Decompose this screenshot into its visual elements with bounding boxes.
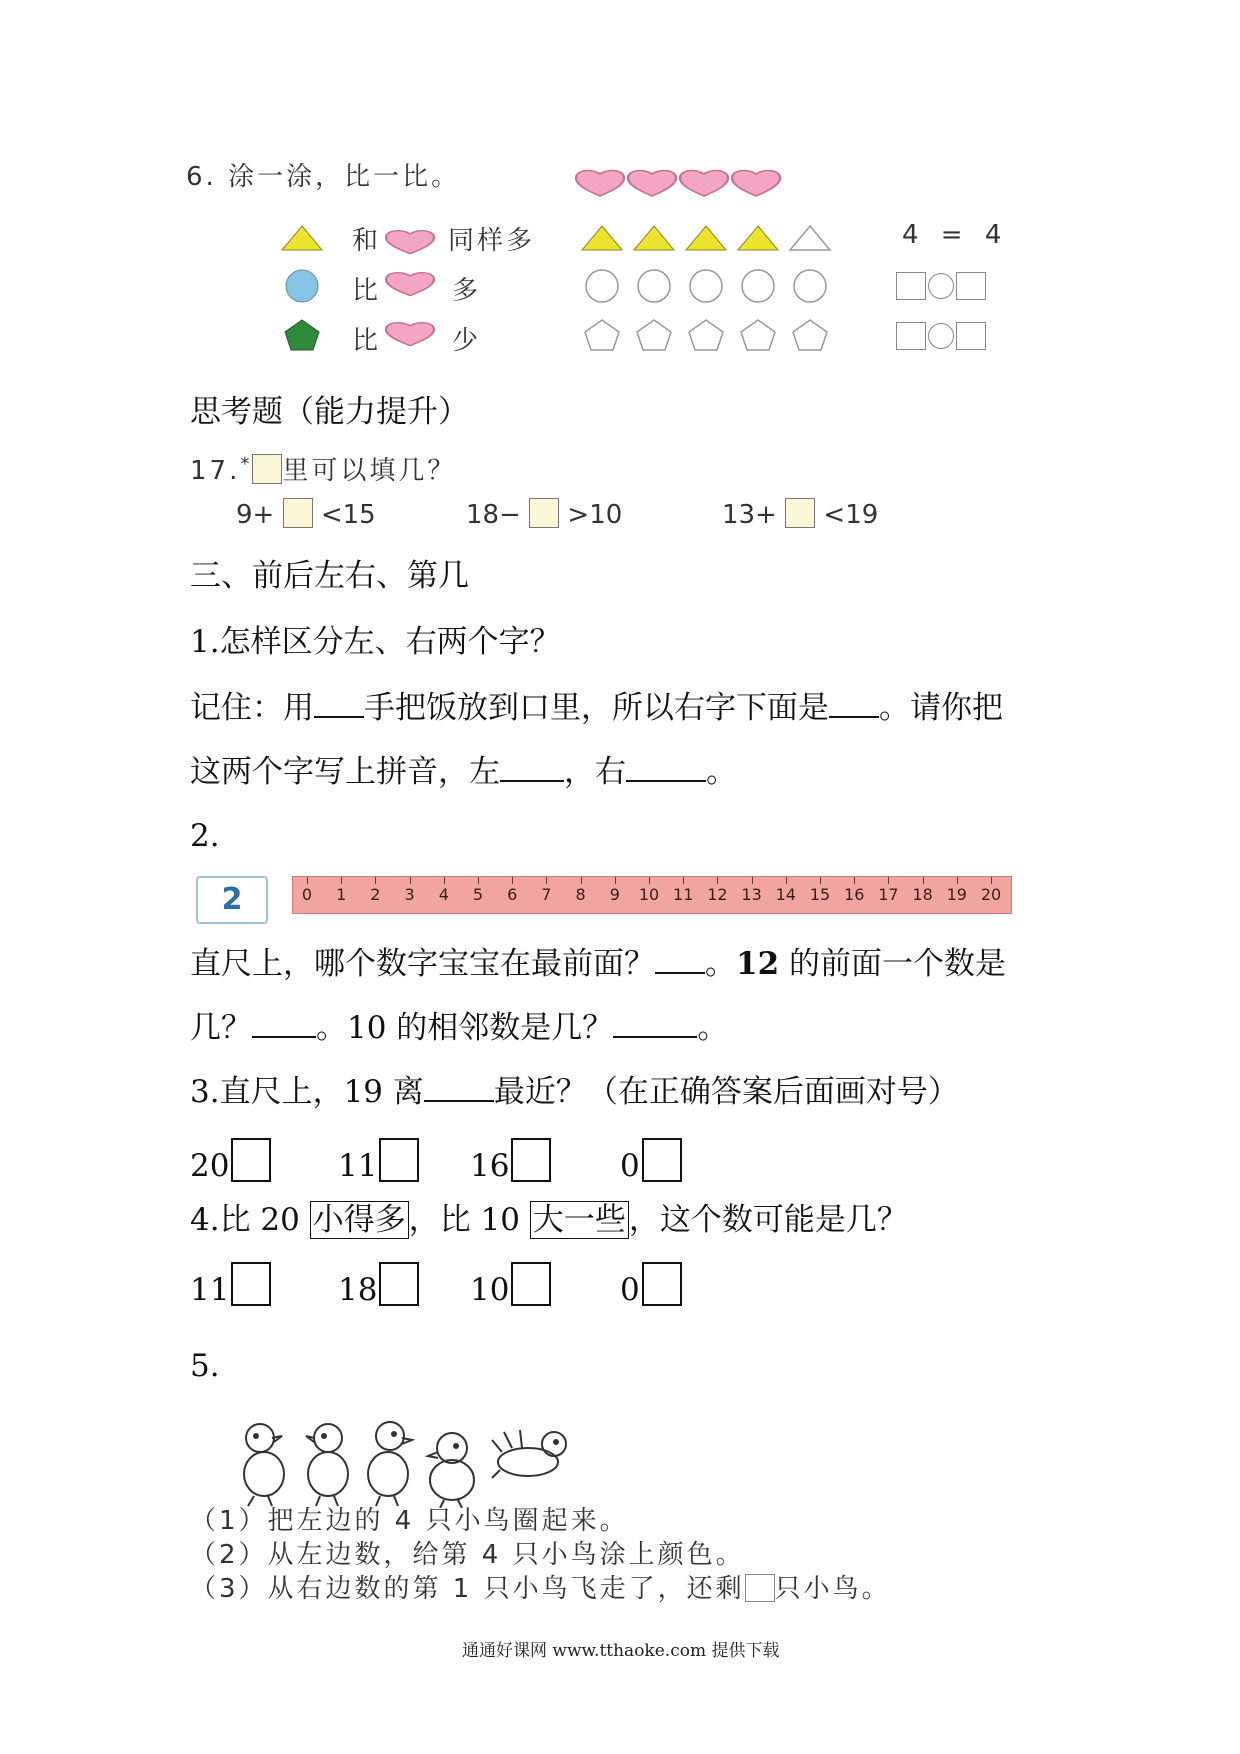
circle-icon	[690, 270, 722, 302]
q5-text: 只小鸟。	[774, 1574, 891, 1604]
q6-row1-equation: 4 = 4	[902, 220, 1005, 250]
ruler-tick-label: 13	[741, 885, 762, 904]
q17-expr-1	[236, 498, 376, 530]
heart-icon	[576, 171, 624, 196]
check-box[interactable]	[231, 1138, 271, 1182]
heart-icon	[732, 171, 780, 196]
q17-number: 17.	[190, 456, 241, 486]
ruler-tick-label: 11	[673, 885, 694, 904]
ruler-tick-label: 6	[507, 885, 518, 904]
ruler-tick-label: 20	[980, 885, 1002, 904]
ruler-tick-label: 3	[404, 885, 415, 904]
check-box[interactable]	[642, 1138, 682, 1182]
pentagon-icon	[285, 320, 319, 350]
ruler-tick-mark	[820, 877, 821, 884]
q6-row3-word2: 少	[452, 326, 482, 356]
q1-line2	[190, 686, 1003, 728]
check-box[interactable]	[379, 1262, 419, 1306]
answer-blank[interactable]	[424, 1070, 494, 1102]
q3-option-2	[338, 1138, 419, 1186]
answer-box[interactable]	[896, 272, 926, 300]
ruler-tick-mark	[307, 877, 308, 884]
q6-row2-compare	[896, 272, 986, 300]
ruler-tick-mark	[546, 877, 547, 884]
q5-item-1: （1）把左边的 4 只小鸟圈起来。	[190, 1506, 629, 1536]
answer-blank[interactable]	[500, 750, 564, 782]
circle-icon	[586, 270, 618, 302]
expr-right: >10	[567, 500, 623, 530]
ruler-tick-label: 8	[575, 885, 586, 904]
q2-line2	[190, 1006, 728, 1048]
ruler-tick-mark	[957, 877, 958, 884]
ruler-tick-mark	[649, 877, 650, 884]
ruler-tick-label: 14	[775, 885, 796, 904]
ruler-tick-mark	[752, 877, 753, 884]
triangle-icon	[790, 226, 830, 250]
triangle-icon	[282, 226, 322, 250]
q1-line3	[190, 750, 737, 792]
ruler-tick-mark	[786, 877, 787, 884]
option-label: 10	[470, 1272, 510, 1308]
ruler-tick-label: 18	[912, 885, 933, 904]
option-label: 0	[620, 1272, 640, 1308]
footer-credit: 通通好课网 www.tthaoke.com 提供下载	[462, 1641, 780, 1661]
answer-blank[interactable]	[314, 686, 364, 718]
ruler-tick-mark	[478, 877, 479, 884]
ruler-tick-label: 0	[301, 885, 313, 904]
q2-text: 。	[705, 946, 736, 982]
q1-text: 。	[706, 754, 737, 790]
option-label: 16	[470, 1148, 510, 1184]
ruler-tick-mark	[888, 877, 889, 884]
q4-title	[190, 1200, 908, 1240]
ruler-tick-label: 16	[844, 885, 865, 904]
q2-text: 。	[697, 1010, 729, 1046]
q5-title: 5.	[190, 1348, 220, 1384]
bird-icon-3	[368, 1422, 412, 1506]
ruler-badge-number: 2	[221, 882, 243, 917]
compare-circle[interactable]	[928, 323, 954, 349]
q3-text: 最近？（在正确答案后面画对号）	[493, 1074, 959, 1110]
answer-box[interactable]	[785, 498, 815, 528]
q1-text: 记住：用	[190, 690, 314, 726]
q6-title: 6. 涂一涂，比一比。	[186, 162, 461, 192]
ruler-tick-mark	[991, 877, 992, 884]
option-label: 11	[190, 1272, 230, 1308]
answer-box[interactable]	[956, 272, 986, 300]
pentagon-icon	[741, 320, 775, 350]
ruler-ticks	[293, 877, 1011, 913]
triangle-icon	[738, 226, 778, 250]
q6-row3-word1: 比	[352, 326, 382, 356]
bird-icon-1	[244, 1424, 284, 1506]
ruler-tick-mark	[615, 877, 616, 884]
ruler-tick-mark	[444, 877, 445, 884]
answer-blank[interactable]	[626, 750, 706, 782]
ruler-tick-label: 5	[472, 885, 484, 904]
q2-text: 几？	[190, 1010, 252, 1046]
q17-expr-3	[722, 498, 878, 530]
answer-box[interactable]	[529, 498, 559, 528]
triangle-icon	[686, 226, 726, 250]
q17-text: 里可以填几？	[282, 456, 457, 486]
check-box[interactable]	[642, 1262, 682, 1306]
ruler-tick-mark	[410, 877, 411, 884]
q1-title: 1.怎样区分左、右两个字？	[190, 624, 561, 660]
q4-text: ，这个数可能是几？	[628, 1202, 908, 1238]
ruler-tick-mark	[923, 877, 924, 884]
ruler	[292, 876, 1012, 914]
q17-expr-2	[466, 498, 622, 530]
answer-blank[interactable]	[829, 686, 879, 718]
triangle-icon	[582, 226, 622, 250]
option-label: 0	[620, 1148, 640, 1184]
q2-title: 2.	[190, 818, 220, 854]
ruler-tick-mark	[717, 877, 718, 884]
ruler-tick-label: 1	[336, 885, 347, 904]
expr-right: <19	[823, 500, 879, 530]
ruler-tick-label: 19	[946, 885, 967, 904]
q5-item-3	[190, 1568, 891, 1605]
q4-framed-text: 小得多	[310, 1201, 409, 1239]
circle-icon	[794, 270, 826, 302]
q17-star: *	[240, 453, 253, 475]
q3-text: 3.直尺上，19 离	[190, 1074, 424, 1110]
answer-box[interactable]	[896, 322, 926, 350]
q4-option-2	[338, 1262, 419, 1310]
bird-icon-2	[306, 1424, 348, 1506]
heart-icon	[386, 231, 434, 254]
q3-option-1	[190, 1138, 271, 1186]
ruler-tick-mark	[854, 877, 855, 884]
q5-text: （3）从右边数的第 1 只小鸟飞走了，还剩	[190, 1574, 745, 1604]
circle-icon	[286, 270, 318, 302]
heart-icon	[386, 273, 434, 296]
ruler-tick-label: 4	[438, 885, 449, 904]
pentagon-icon	[585, 320, 619, 350]
ruler-tick-mark	[512, 877, 513, 884]
q1-text: 这两个字写上拼音，左	[190, 754, 500, 790]
answer-box[interactable]	[956, 322, 986, 350]
expr-left: 9+	[236, 500, 275, 530]
check-box[interactable]	[511, 1262, 551, 1306]
heart-icon	[628, 171, 676, 196]
ruler-tick-label: 10	[638, 885, 660, 904]
q4-framed-text: 大一些	[530, 1201, 629, 1239]
q4-text: ，比 10	[408, 1202, 530, 1238]
think-heading: 思考题（能力提升）	[190, 394, 469, 430]
bird-icon-5	[492, 1430, 566, 1478]
q1-text: 手把饭放到口里，所以右字下面是	[364, 690, 829, 726]
check-box[interactable]	[511, 1138, 551, 1182]
check-box[interactable]	[231, 1262, 271, 1306]
expr-right: <15	[320, 500, 376, 530]
ruler-tick-mark	[683, 877, 684, 884]
answer-blank[interactable]	[655, 942, 705, 974]
q17-line	[190, 450, 456, 487]
q6-row1-word1: 和	[352, 226, 382, 256]
answer-blank[interactable]	[252, 1006, 316, 1038]
q1-text: 。请你把	[879, 690, 1003, 726]
circle-icon	[638, 270, 670, 302]
q2-text: 直尺上，哪个数字宝宝在最前面？	[190, 946, 655, 982]
ruler-tick-mark	[375, 877, 376, 884]
q3-option-4	[620, 1138, 682, 1186]
q6-row3-compare	[896, 322, 986, 350]
expr-left: 18−	[466, 500, 521, 530]
answer-box[interactable]	[745, 1574, 775, 1602]
triangle-icon	[634, 226, 674, 250]
ruler-tick-label: 17	[878, 885, 899, 904]
answer-blank[interactable]	[613, 1006, 697, 1038]
ruler-badge	[196, 876, 268, 924]
q3-option-3	[470, 1138, 551, 1186]
heart-icon	[680, 171, 728, 196]
q5-item-2: （2）从左边数，给第 4 只小鸟涂上颜色。	[190, 1540, 745, 1570]
ruler-tick-mark	[341, 877, 342, 884]
answer-box[interactable]	[252, 454, 282, 484]
q2-text: 的前面一个数是	[779, 946, 1006, 982]
q4-text: 4.比 20	[190, 1202, 310, 1238]
check-box[interactable]	[379, 1138, 419, 1182]
circle-icon	[742, 270, 774, 302]
birds-illustration	[222, 1408, 572, 1508]
q6-row1-word2: 同样多	[448, 226, 536, 256]
q6-row2-word2: 多	[452, 276, 482, 306]
section3-heading: 三、前后左右、第几	[190, 558, 469, 594]
ruler-tick-label: 9	[609, 885, 620, 904]
ruler-tick-mark	[581, 877, 582, 884]
q2-line1	[190, 942, 1006, 984]
answer-box[interactable]	[283, 498, 313, 528]
q2-number: 12	[736, 946, 780, 982]
ruler-tick-label: 12	[707, 885, 728, 904]
ruler-tick-label: 2	[370, 885, 381, 904]
q3-title	[190, 1070, 959, 1112]
option-label: 11	[338, 1148, 378, 1184]
ruler-tick-label: 7	[541, 885, 552, 904]
bird-icon-4	[428, 1433, 474, 1508]
option-label: 18	[338, 1272, 378, 1308]
ruler-tick-label: 15	[809, 885, 831, 904]
q4-option-3	[470, 1262, 551, 1310]
q2-text: 。10 的相邻数是几？	[316, 1010, 614, 1046]
option-label: 20	[190, 1148, 230, 1184]
q4-option-4	[620, 1262, 682, 1310]
pentagon-icon	[637, 320, 671, 350]
q6-row2-word1: 比	[352, 276, 382, 306]
compare-circle[interactable]	[928, 273, 954, 299]
pentagon-icon	[793, 320, 827, 350]
q4-option-1	[190, 1262, 271, 1310]
pentagon-icon	[689, 320, 723, 350]
expr-left: 13+	[722, 500, 777, 530]
heart-icon	[386, 323, 434, 346]
q1-text: ，右	[564, 754, 626, 790]
